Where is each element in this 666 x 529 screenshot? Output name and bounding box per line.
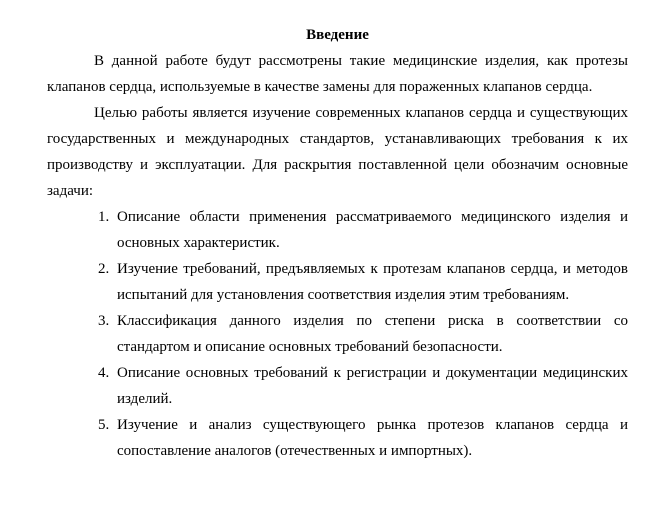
list-item: 4. Описание основных требований к регистрации и документации медицинских изделий. xyxy=(113,360,628,412)
page-title: Введение xyxy=(306,27,369,43)
list-item: 3. Классификация данного изделия по степени риска в соответствии со стандартом и описание основных требований безопасности. xyxy=(113,308,628,360)
task-list xyxy=(47,204,628,464)
list-item: 5. Изучение и анализ существующего рынка протезов клапанов сердца и сопоставление аналогов (отечественных и импортных). xyxy=(113,412,628,464)
list-item: 2. Изучение требований, предъявляемых к протезам клапанов сердца, и методов испытаний для установления соответствия изделия этим требованиям. xyxy=(113,256,628,308)
list-item: 1. Описание области применения рассматриваемого медицинского изделия и основных характеристик. xyxy=(113,204,628,256)
paragraph-intro: В данной работе будут рассмотрены такие медицинские изделия, как протезы клапанов сердца, используемые в качестве замены для пораженных клапанов сердца. xyxy=(47,53,628,95)
paragraph-goal: Целью работы является изучение современных клапанов сердца и существующих государственных и международных стандартов, устанавливающих требования к их производству и эксплуатации. Для раскрытия поставленной цели обозначим основные задачи: xyxy=(47,105,628,199)
